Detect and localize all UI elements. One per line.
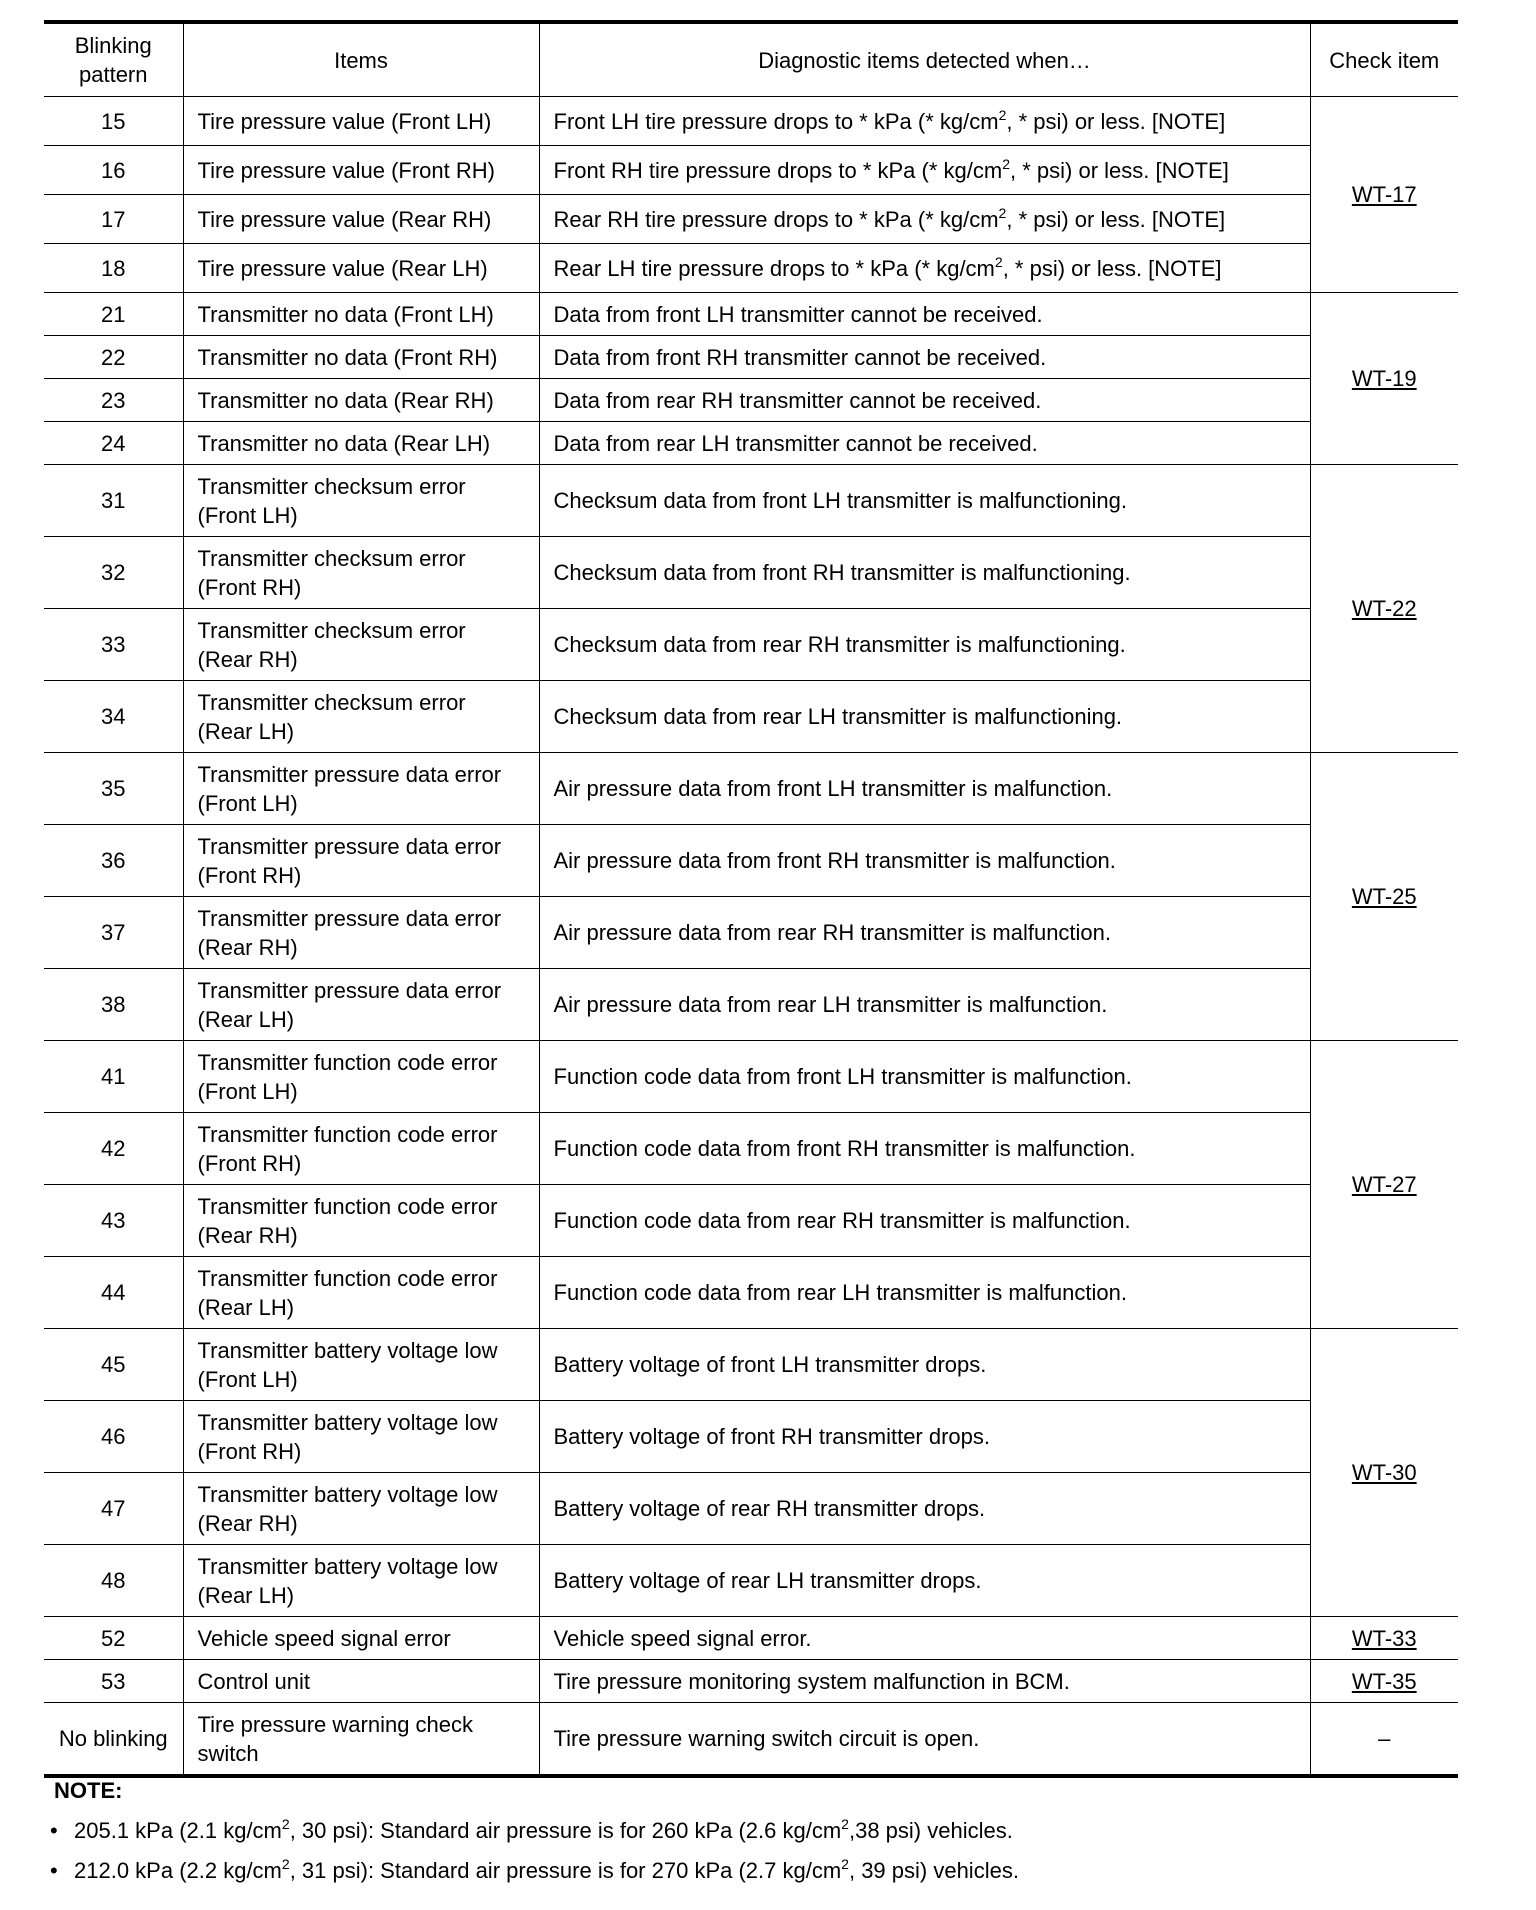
detected-cell: Function code data from rear LH transmitter is malfunction. bbox=[539, 1257, 1310, 1329]
item-cell: Vehicle speed signal error bbox=[183, 1617, 539, 1660]
table-row bbox=[44, 753, 1458, 825]
pattern-cell: 41 bbox=[44, 1041, 183, 1113]
bullet: • bbox=[50, 1858, 58, 1883]
table-row bbox=[44, 244, 1458, 293]
detected-cell: Air pressure data from front LH transmitter is malfunction. bbox=[539, 753, 1310, 825]
item-cell: Transmitter pressure data error (Front RH) bbox=[183, 825, 539, 897]
item-cell: Transmitter checksum error (Rear LH) bbox=[183, 681, 539, 753]
item-cell: Transmitter battery voltage low (Rear RH) bbox=[183, 1473, 539, 1545]
check-item-dash: – bbox=[1378, 1726, 1391, 1751]
detected-cell: Battery voltage of front LH transmitter drops. bbox=[539, 1329, 1310, 1401]
detected-cell: Data from rear LH transmitter cannot be received. bbox=[539, 422, 1310, 465]
header-diagnostic-items: Diagnostic items detected when… bbox=[539, 22, 1310, 97]
item-cell: Transmitter pressure data error (Rear RH) bbox=[183, 897, 539, 969]
table-row bbox=[44, 969, 1458, 1041]
item-cell: Transmitter function code error (Rear LH) bbox=[183, 1257, 539, 1329]
pattern-cell: 16 bbox=[44, 146, 183, 195]
pattern-cell: 33 bbox=[44, 609, 183, 681]
check-item-link[interactable]: WT-35 bbox=[1351, 1668, 1417, 1694]
pattern-cell: 37 bbox=[44, 897, 183, 969]
table-row bbox=[44, 1703, 1458, 1777]
table-row bbox=[44, 825, 1458, 897]
table-row bbox=[44, 537, 1458, 609]
pattern-cell: 44 bbox=[44, 1257, 183, 1329]
item-cell: Tire pressure warning check switch bbox=[183, 1703, 539, 1777]
pattern-cell: 18 bbox=[44, 244, 183, 293]
note-title: NOTE: bbox=[54, 1778, 123, 1803]
table-row bbox=[44, 1545, 1458, 1617]
table-row bbox=[44, 1041, 1458, 1113]
pattern-cell: 52 bbox=[44, 1617, 183, 1660]
item-cell: Transmitter function code error (Rear RH) bbox=[183, 1185, 539, 1257]
item-cell: Tire pressure value (Rear LH) bbox=[183, 244, 539, 293]
check-item-link[interactable]: WT-17 bbox=[1351, 182, 1417, 207]
check-item-link[interactable]: WT-25 bbox=[1351, 884, 1417, 909]
check-item-cell bbox=[1310, 1617, 1458, 1660]
pattern-cell: 15 bbox=[44, 97, 183, 146]
table-row bbox=[44, 681, 1458, 753]
detected-cell: Tire pressure monitoring system malfunction in BCM. bbox=[539, 1660, 1310, 1703]
detected-cell: Front LH tire pressure drops to * kPa (* $kg/cm^2$, * psi) or less. [NOTE] bbox=[539, 97, 1310, 146]
pattern-cell: 31 bbox=[44, 465, 183, 537]
note-item: • 205.1 kPa (2.1 $kg/cm^2$, 30 psi): Standard air pressure is for 260 kPa (2.6 $kg/cm^2,38$ psi) vehicles. bbox=[50, 1816, 1013, 1843]
table-row bbox=[44, 1257, 1458, 1329]
table-row bbox=[44, 897, 1458, 969]
detected-cell: Air pressure data from front RH transmitter is malfunction. bbox=[539, 825, 1310, 897]
table-row bbox=[44, 1660, 1458, 1703]
table-row bbox=[44, 465, 1458, 537]
pattern-cell: 46 bbox=[44, 1401, 183, 1473]
table-row bbox=[44, 1401, 1458, 1473]
pattern-cell: 32 bbox=[44, 537, 183, 609]
check-item-cell bbox=[1310, 753, 1458, 1041]
header-row bbox=[44, 22, 1458, 97]
item-cell: Transmitter checksum error (Rear RH) bbox=[183, 609, 539, 681]
detected-cell: Data from rear RH transmitter cannot be received. bbox=[539, 379, 1310, 422]
item-cell: Transmitter checksum error (Front RH) bbox=[183, 537, 539, 609]
table-row bbox=[44, 97, 1458, 146]
item-cell: Transmitter no data (Rear LH) bbox=[183, 422, 539, 465]
pattern-cell: 21 bbox=[44, 293, 183, 336]
diagnostic-table bbox=[44, 20, 1458, 1778]
pattern-cell: 53 bbox=[44, 1660, 183, 1703]
check-item-link[interactable]: WT-22 bbox=[1351, 596, 1417, 621]
item-cell: Tire pressure value (Front LH) bbox=[183, 97, 539, 146]
item-cell: Control unit bbox=[183, 1660, 539, 1703]
pattern-cell: 38 bbox=[44, 969, 183, 1041]
item-cell: Transmitter checksum error (Front LH) bbox=[183, 465, 539, 537]
item-cell: Transmitter no data (Rear RH) bbox=[183, 379, 539, 422]
detected-cell: Battery voltage of rear RH transmitter drops. bbox=[539, 1473, 1310, 1545]
item-cell: Tire pressure value (Rear RH) bbox=[183, 195, 539, 244]
detected-cell: Function code data from rear RH transmitter is malfunction. bbox=[539, 1185, 1310, 1257]
table-row bbox=[44, 146, 1458, 195]
detected-cell: Battery voltage of rear LH transmitter drops. bbox=[539, 1545, 1310, 1617]
check-item-cell bbox=[1310, 1660, 1458, 1703]
pattern-cell: No blinking bbox=[44, 1703, 183, 1777]
check-item-link[interactable]: WT-33 bbox=[1351, 1625, 1417, 1651]
table-row bbox=[44, 1329, 1458, 1401]
check-item-cell bbox=[1310, 1329, 1458, 1617]
pattern-cell: 47 bbox=[44, 1473, 183, 1545]
check-item-cell bbox=[1310, 1041, 1458, 1329]
pattern-cell: 17 bbox=[44, 195, 183, 244]
detected-cell: Checksum data from front RH transmitter is malfunctioning. bbox=[539, 537, 1310, 609]
header-items: Items bbox=[183, 22, 539, 97]
detected-cell: Checksum data from rear LH transmitter is malfunctioning. bbox=[539, 681, 1310, 753]
detected-cell: Checksum data from rear RH transmitter is malfunctioning. bbox=[539, 609, 1310, 681]
detected-cell: Tire pressure warning switch circuit is open. bbox=[539, 1703, 1310, 1777]
table-row bbox=[44, 293, 1458, 336]
item-cell: Transmitter battery voltage low (Front RH) bbox=[183, 1401, 539, 1473]
item-cell: Transmitter battery voltage low (Rear LH) bbox=[183, 1545, 539, 1617]
detected-cell: Data from front LH transmitter cannot be received. bbox=[539, 293, 1310, 336]
item-cell: Transmitter no data (Front LH) bbox=[183, 293, 539, 336]
detected-cell: Rear LH tire pressure drops to * kPa (* $kg/cm^2$, * psi) or less. [NOTE] bbox=[539, 244, 1310, 293]
detected-cell: Function code data from front LH transmitter is malfunction. bbox=[539, 1041, 1310, 1113]
detected-cell: Checksum data from front LH transmitter is malfunctioning. bbox=[539, 465, 1310, 537]
item-cell: Transmitter pressure data error (Front LH) bbox=[183, 753, 539, 825]
item-cell: Transmitter no data (Front RH) bbox=[183, 336, 539, 379]
item-cell: Tire pressure value (Front RH) bbox=[183, 146, 539, 195]
table-row bbox=[44, 336, 1458, 379]
detected-cell: Data from front RH transmitter cannot be received. bbox=[539, 336, 1310, 379]
pattern-cell: 45 bbox=[44, 1329, 183, 1401]
item-cell: Transmitter function code error (Front LH) bbox=[183, 1041, 539, 1113]
table-row bbox=[44, 379, 1458, 422]
item-cell: Transmitter pressure data error (Rear LH) bbox=[183, 969, 539, 1041]
table-row bbox=[44, 1185, 1458, 1257]
table-row bbox=[44, 195, 1458, 244]
pattern-cell: 43 bbox=[44, 1185, 183, 1257]
table-row bbox=[44, 1473, 1458, 1545]
detected-cell: Rear RH tire pressure drops to * kPa (* $kg/cm^2$, * psi) or less. [NOTE] bbox=[539, 195, 1310, 244]
check-item-link[interactable]: WT-30 bbox=[1351, 1460, 1417, 1485]
pattern-cell: 23 bbox=[44, 379, 183, 422]
detected-cell: Vehicle speed signal error. bbox=[539, 1617, 1310, 1660]
header-blinking-pattern: Blinking pattern bbox=[44, 22, 183, 97]
check-item-cell bbox=[1310, 1703, 1458, 1777]
pattern-cell: 34 bbox=[44, 681, 183, 753]
detected-cell: Function code data from front RH transmitter is malfunction. bbox=[539, 1113, 1310, 1185]
bullet: • bbox=[50, 1818, 58, 1843]
pattern-cell: 24 bbox=[44, 422, 183, 465]
check-item-cell bbox=[1310, 293, 1458, 465]
check-item-link[interactable]: WT-19 bbox=[1351, 366, 1417, 391]
header-check-item: Check item bbox=[1310, 22, 1458, 97]
pattern-cell: 35 bbox=[44, 753, 183, 825]
note-item: • 212.0 kPa (2.2 $kg/cm^2$, 31 psi): Standard air pressure is for 270 kPa (2.7 $kg/cm^2$, 39 psi) vehicles. bbox=[50, 1856, 1019, 1883]
detected-cell: Front RH tire pressure drops to * kPa (* $kg/cm^2$, * psi) or less. [NOTE] bbox=[539, 146, 1310, 195]
pattern-cell: 22 bbox=[44, 336, 183, 379]
check-item-cell bbox=[1310, 97, 1458, 293]
table-row bbox=[44, 609, 1458, 681]
check-item-cell bbox=[1310, 465, 1458, 753]
pattern-cell: 48 bbox=[44, 1545, 183, 1617]
detected-cell: Air pressure data from rear RH transmitter is malfunction. bbox=[539, 897, 1310, 969]
table-row bbox=[44, 1113, 1458, 1185]
check-item-link[interactable]: WT-27 bbox=[1351, 1172, 1417, 1197]
item-cell: Transmitter function code error (Front RH) bbox=[183, 1113, 539, 1185]
pattern-cell: 42 bbox=[44, 1113, 183, 1185]
item-cell: Transmitter battery voltage low (Front LH) bbox=[183, 1329, 539, 1401]
table-row bbox=[44, 1617, 1458, 1660]
detected-cell: Air pressure data from rear LH transmitter is malfunction. bbox=[539, 969, 1310, 1041]
pattern-cell: 36 bbox=[44, 825, 183, 897]
detected-cell: Battery voltage of front RH transmitter drops. bbox=[539, 1401, 1310, 1473]
table-row bbox=[44, 422, 1458, 465]
